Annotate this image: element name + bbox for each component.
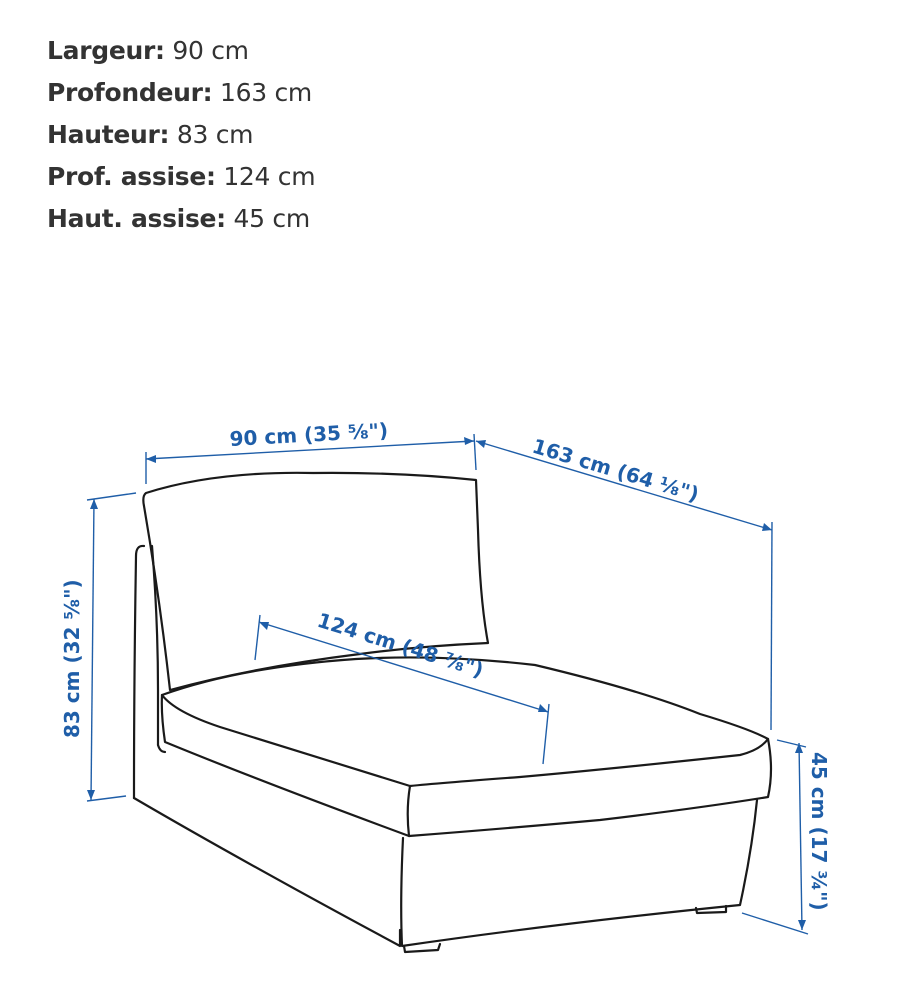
back-frame-inner-edge — [152, 546, 158, 745]
spec-width-value: 90 cm — [164, 36, 249, 65]
spec-seat-height-value: 45 cm — [225, 204, 310, 233]
seat-height-extension-top — [777, 740, 806, 747]
seat-depth-arrowhead-left — [259, 622, 269, 630]
seat-height-dimension-label: 45 cm (17 ¾") — [807, 752, 831, 911]
height-extension-top — [87, 493, 136, 500]
seat-depth-arrowhead-right — [538, 704, 548, 712]
height-dimension-line — [91, 499, 94, 800]
width-arrowhead-right — [464, 437, 474, 445]
seat-height-arrowhead-bottom — [798, 920, 806, 930]
seat-depth-dimension-label: 124 cm (48 ⅞") — [314, 607, 487, 683]
seat-depth-extension-right — [543, 704, 549, 764]
base-inner-left — [158, 745, 165, 752]
seat-cushion-front-face — [408, 739, 771, 836]
back-frame-left-edge — [134, 546, 144, 798]
height-arrowhead-top — [90, 499, 98, 509]
spec-seat-depth-label: Prof. assise: — [47, 162, 216, 191]
width-dimension-label: 90 cm (35 ⅝") — [228, 418, 389, 451]
width-extension-right — [474, 434, 476, 470]
spec-seat-depth-value: 124 cm — [215, 162, 316, 191]
spec-width-label: Largeur: — [47, 36, 165, 65]
depth-arrowhead-left — [476, 440, 486, 448]
seat-depth-extension-left — [255, 615, 260, 660]
depth-arrowhead-right — [762, 523, 772, 531]
depth-extension-right — [771, 522, 772, 730]
spec-depth-label: Profondeur: — [47, 78, 213, 107]
spec-height-value: 83 cm — [169, 120, 254, 149]
height-dimension-label: 83 cm (32 ⅝") — [60, 579, 84, 738]
depth-dimension-label: 163 cm (64 ⅛") — [529, 433, 702, 507]
height-arrowhead-bottom — [87, 790, 95, 800]
spec-seat-height-label: Haut. assise: — [47, 204, 226, 233]
base-left-side — [134, 798, 400, 946]
spec-height-label: Hauteur: — [47, 120, 170, 149]
spec-depth-value: 163 cm — [212, 78, 312, 107]
seat-height-extension-bottom — [742, 913, 808, 934]
seat-height-dimension-line — [799, 743, 802, 930]
seat-cushion-left-face — [162, 695, 409, 836]
height-extension-bottom — [87, 796, 126, 801]
depth-dimension-line — [476, 441, 772, 530]
width-arrowhead-left — [146, 455, 156, 463]
chaise-longue-drawing — [134, 473, 771, 952]
